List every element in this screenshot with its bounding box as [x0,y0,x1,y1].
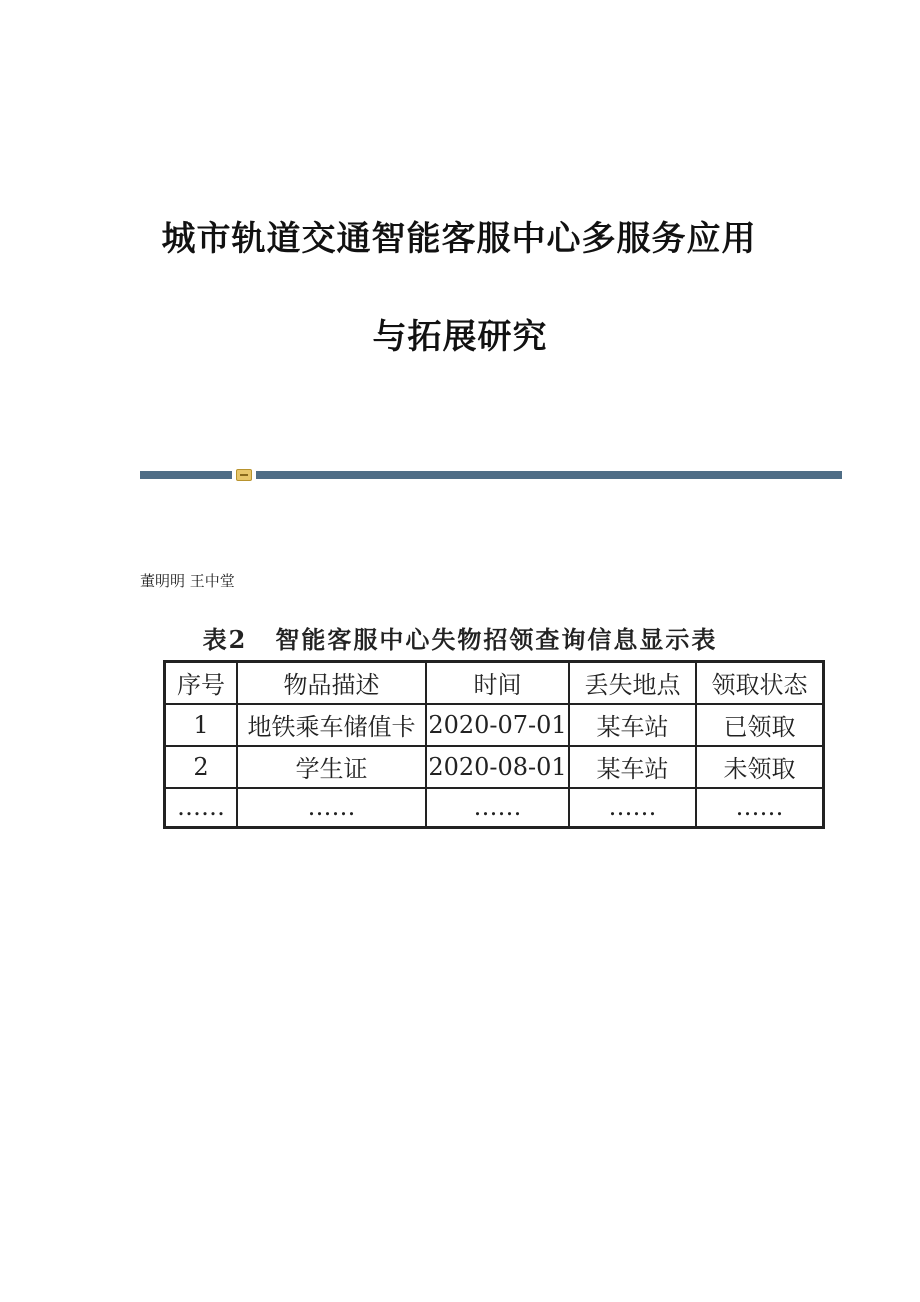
header-cell-status: 领取状态 [696,662,824,704]
cell-location: 某车站 [569,704,696,746]
cell-description: 地铁乘车储值卡 [237,704,426,746]
cell-status: …… [696,788,824,828]
cell-index: 2 [165,746,238,788]
title-divider [140,471,842,479]
divider-bar-right [256,471,842,479]
author-line: 董明明 王中堂 [140,572,235,590]
table-header-row [165,662,824,704]
cell-location: …… [569,788,696,828]
header-cell-description: 物品描述 [237,662,426,704]
lost-found-table [163,660,825,829]
header-cell-time: 时间 [426,662,569,704]
cell-description: 学生证 [237,746,426,788]
cell-time: 2020-07-01 [426,704,569,746]
header-cell-index: 序号 [165,662,238,704]
cell-index: …… [165,788,238,828]
table-row [165,704,824,746]
document-title-line-1: 城市轨道交通智能客服中心多服务应用 [161,219,757,259]
divider-emblem-icon [236,469,252,481]
table-caption-text: 智能客服中心失物招领查询信息显示表 [275,625,718,654]
cell-index: 1 [165,704,238,746]
cell-status: 已领取 [696,704,824,746]
cell-time: …… [426,788,569,828]
cell-status: 未领取 [696,746,824,788]
table-caption [0,620,920,655]
cell-location: 某车站 [569,746,696,788]
cell-time: 2020-08-01 [426,746,569,788]
divider-bar-left [140,471,232,479]
table-row [165,746,824,788]
document-title-line-2: 与拓展研究 [372,317,548,357]
header-cell-location: 丢失地点 [569,662,696,704]
table-caption-number: 表2 [202,625,248,654]
table-row [165,788,824,828]
cell-description: …… [237,788,426,828]
